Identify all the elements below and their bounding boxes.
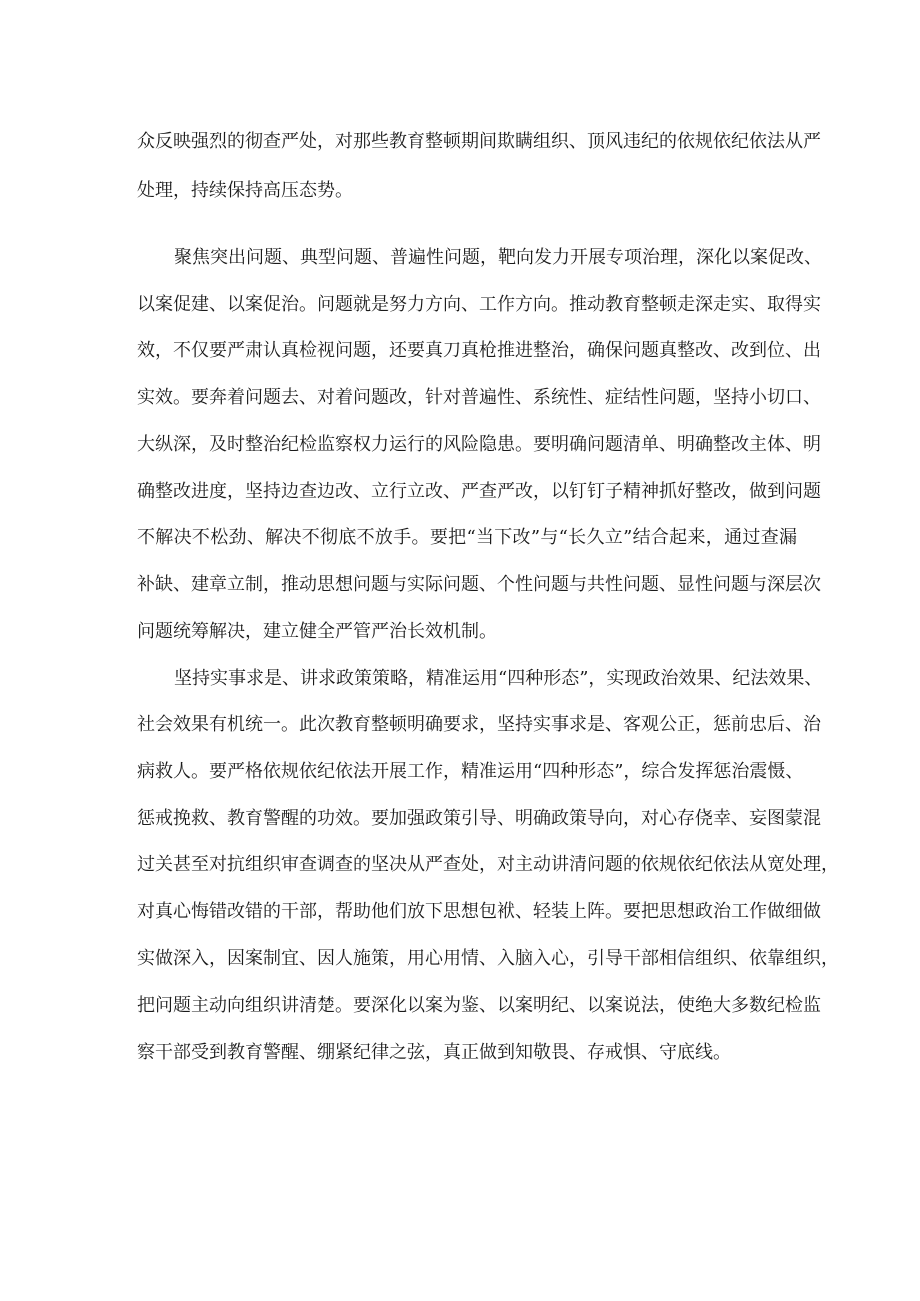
paragraph-2-line-8: 补缺、建章立制，推动思想问题与实际问题、个性问题与共性问题、显性问题与深层次 [137,574,821,595]
paragraph-3-line-9: 察干部受到教育警醒、绷紧纪律之弦，真正做到知敬畏、存戒惧、守底线。 [137,1042,731,1063]
paragraph-2-line-2: 以案促建、以案促治。问题就是努力方向、工作方向。推动教育整顿走深走实、取得实 [137,294,821,315]
paragraph-3-line-2: 社会效果有机统一。此次教育整顿明确要求，坚持实事求是、客观公正，惩前忠后、治 [137,714,821,735]
paragraph-2-line-4: 实效。要奔着问题去、对着问题改，针对普遍性、系统性、症结性问题，坚持小切口、 [137,387,821,408]
paragraph-2-line-7: 不解决不松劲、解决不彻底不放手。要把“当下改”与“长久立”结合起来，通过查漏 [137,527,797,548]
paragraph-2-line-3: 效，不仅要严肃认真检视问题，还要真刀真枪推进整治，确保问题真整改、改到位、出 [137,340,821,361]
paragraph-1-line-1: 众反映强烈的彻查严处，对那些教育整顿期间欺瞒组织、顶风违纪的依规依纪依法从严 [137,131,821,152]
paragraph-1-line-2: 处理，持续保持高压态势。 [137,180,353,201]
paragraph-2-line-5: 大纵深，及时整治纪检监察权力运行的风险隐患。要明确问题清单、明确整改主体、明 [137,434,821,455]
paragraph-3-line-5: 过关甚至对抗组织审查调查的坚决从严查处，对主动讲清问题的依规依纪依法从宽处理， [137,854,839,875]
paragraph-2-line-1: 聚焦突出问题、典型问题、普遍性问题，靶向发力开展专项治理，深化以案促改、 [174,247,822,268]
paragraph-3-line-8: 把问题主动向组织讲清楚。要深化以案为鉴、以案明纪、以案说法，使绝大多数纪检监 [137,995,821,1016]
paragraph-2-line-6: 确整改进度，坚持边查边改、立行立改、严查严改，以钉钉子精神抓好整改，做到问题 [137,481,821,502]
paragraph-3-line-1: 坚持实事求是、讲求政策策略，精准运用“四种形态”，实现政治效果、纪法效果、 [174,668,823,689]
paragraph-3-line-6: 对真心悔错改错的干部，帮助他们放下思想包袱、轻装上阵。要把思想政治工作做细做 [137,901,821,922]
paragraph-2-line-9: 问题统筹解决，建立健全严管严治长效机制。 [137,621,497,642]
paragraph-3-line-3: 病救人。要严格依规依纪依法开展工作，精准运用“四种形态”，综合发挥惩治震慑、 [137,761,804,782]
paragraph-3-line-4: 惩戒挽救、教育警醒的功效。要加强政策引导、明确政策导向，对心存侥幸、妄图蒙混 [137,808,821,829]
paragraph-3-line-7: 实做深入，因案制宜、因人施策，用心用情、入脑入心，引导干部相信组织、依靠组织， [137,948,839,969]
